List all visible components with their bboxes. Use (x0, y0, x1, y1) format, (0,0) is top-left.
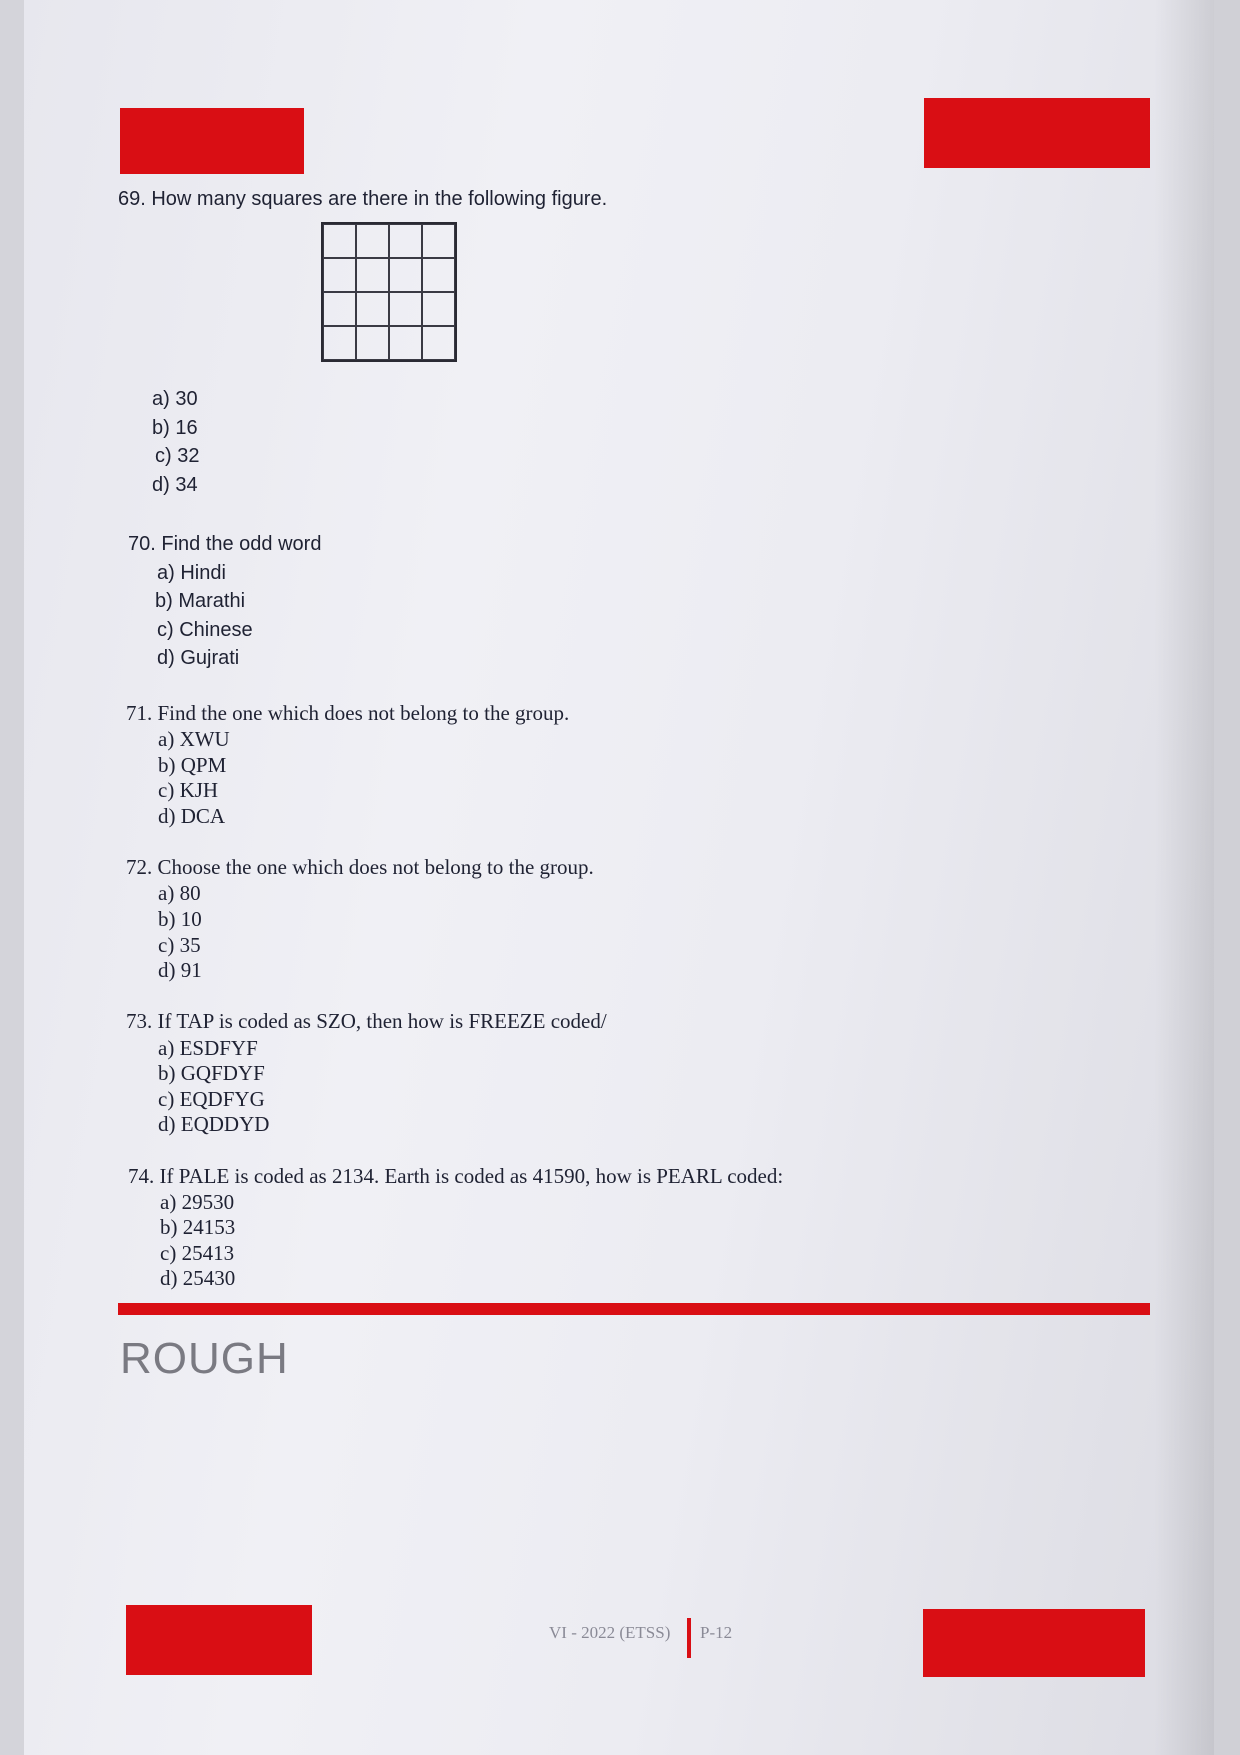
question-74-option: a) 29530 (160, 1190, 235, 1214)
redaction-block-bottom-right (923, 1609, 1145, 1677)
question-73-option: b) GQFDYF (158, 1061, 265, 1085)
question-71-option: d) DCA (158, 804, 226, 828)
grid-cell (356, 292, 389, 326)
question-70-title: 70. Find the odd word (128, 533, 322, 555)
question-72-option: b) 10 (158, 907, 202, 931)
question-71-option: c) KJH (158, 778, 219, 802)
question-71-title: 71. Find the one which does not belong to the group. (126, 701, 570, 725)
question-70-option: a) Hindi (157, 562, 226, 584)
question-69-option: d) 34 (152, 474, 198, 496)
rough-label: ROUGH (120, 1334, 289, 1383)
question-74-option: c) 25413 (160, 1241, 235, 1265)
grid-cell (323, 258, 356, 292)
question-73-option: a) ESDFYF (158, 1036, 258, 1060)
question-73-option: d) EQDDYD (158, 1112, 270, 1136)
question-73-option: c) EQDFYG (158, 1087, 265, 1111)
question-72-option: c) 35 (158, 933, 201, 957)
grid-cell (356, 258, 389, 292)
grid-cell (422, 224, 455, 258)
exam-page (24, 0, 1214, 1755)
question-69-option: a) 30 (152, 388, 198, 410)
grid-cell (323, 326, 356, 360)
question-73-title: 73. If TAP is coded as SZO, then how is FREEZE coded/ (126, 1009, 607, 1033)
question-74-title: 74. If PALE is coded as 2134. Earth is coded as 41590, how is PEARL coded: (128, 1164, 784, 1188)
footer-divider (687, 1618, 691, 1658)
footer-code: VI - 2022 (ETSS) (549, 1623, 671, 1642)
footer-page-number: P-12 (700, 1623, 733, 1642)
question-69-title: 69. How many squares are there in the following figure. (118, 188, 608, 210)
question-70-option: d) Gujrati (157, 647, 240, 669)
grid-cell (356, 326, 389, 360)
question-74-option: b) 24153 (160, 1215, 236, 1239)
grid-cell (323, 292, 356, 326)
grid-cell (356, 224, 389, 258)
grid-cell (422, 258, 455, 292)
question-72-option: a) 80 (158, 881, 201, 905)
question-72-option: d) 91 (158, 958, 202, 982)
squares-grid-figure (321, 222, 457, 362)
rough-divider (118, 1303, 1150, 1315)
redaction-block-top-left (120, 108, 304, 174)
grid-cell (422, 292, 455, 326)
question-71-option: b) QPM (158, 753, 227, 777)
question-72-title: 72. Choose the one which does not belong to the group. (126, 855, 594, 879)
grid-cell (389, 224, 422, 258)
question-70-option: c) Chinese (157, 619, 253, 641)
question-69-option: c) 32 (155, 445, 200, 467)
grid-cell (389, 292, 422, 326)
question-74-option: d) 25430 (160, 1266, 236, 1290)
grid-cell (389, 326, 422, 360)
question-69-option: b) 16 (152, 417, 198, 439)
redaction-block-top-right (924, 98, 1150, 168)
question-71-option: a) XWU (158, 727, 230, 751)
background-right (1214, 0, 1240, 1755)
redaction-block-bottom-left (126, 1605, 312, 1675)
background-left (0, 0, 24, 1755)
grid-cell (323, 224, 356, 258)
grid-cell (389, 258, 422, 292)
question-70-option: b) Marathi (155, 590, 246, 612)
grid-cell (422, 326, 455, 360)
page-shadow (1154, 0, 1214, 1755)
